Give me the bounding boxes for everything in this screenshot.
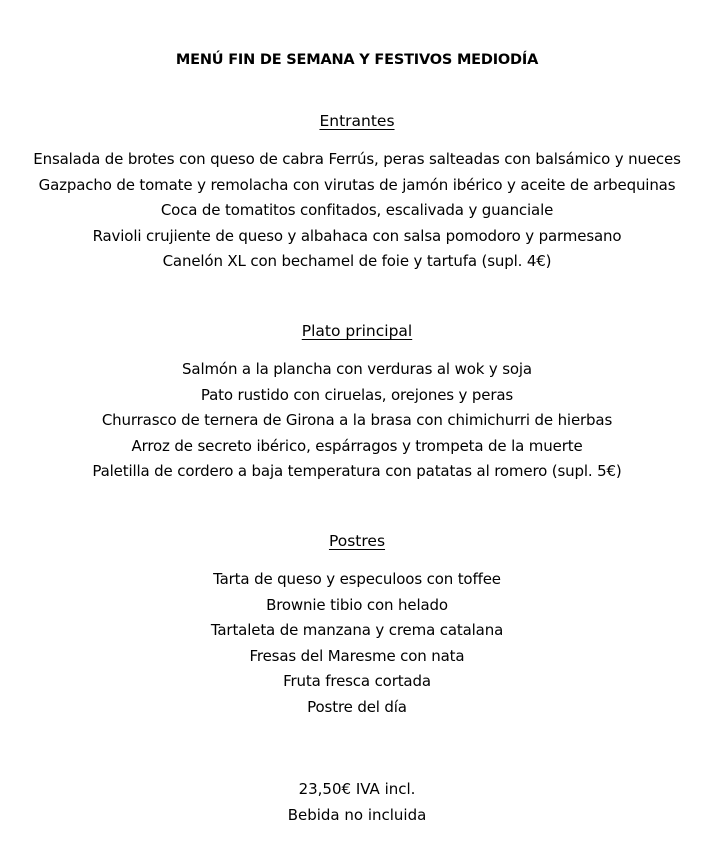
list-item: Tartaleta de manzana y crema catalana bbox=[210, 621, 504, 640]
list-item: Ensalada de brotes con queso de cabra Ferrús, peras salteadas con balsámico y nueces bbox=[33, 150, 681, 168]
section-list-entrantes bbox=[0, 147, 714, 275]
drinks-note: Bebida no incluida bbox=[287, 806, 427, 824]
list-item: Canelón XL con bechamel de foie y tartufa (supl. 4€) bbox=[162, 252, 552, 271]
list-item: Brownie tibio con helado bbox=[266, 595, 448, 614]
list-item: Gazpacho de tomate y remolacha con virutas de jamón ibérico y aceite de arbequinas bbox=[38, 175, 676, 194]
list-item: Paletilla de cordero a baja temperatura con patatas al romero (supl. 5€) bbox=[92, 462, 622, 481]
list-item: Pato rustido con ciruelas, orejones y peras bbox=[200, 385, 514, 404]
section-heading-plato-principal: Plato principal bbox=[301, 322, 413, 340]
menu-title: MENÚ FIN DE SEMANA Y FESTIVOS MEDIODÍA bbox=[175, 52, 539, 68]
list-item: Salmón a la plancha con verduras al wok y soja bbox=[182, 360, 532, 378]
section-heading-entrantes: Entrantes bbox=[319, 112, 395, 130]
list-item: Postre del día bbox=[307, 697, 407, 716]
list-item: Churrasco de ternera de Girona a la brasa con chimichurri de hierbas bbox=[101, 411, 613, 430]
menu-price: 23,50€ IVA incl. bbox=[298, 780, 416, 798]
list-item: Tarta de queso y especuloos con toffee bbox=[213, 570, 501, 588]
list-item: Fresas del Maresme con nata bbox=[249, 646, 465, 665]
list-item: Fruta fresca cortada bbox=[283, 672, 431, 691]
section-heading-postres: Postres bbox=[328, 532, 386, 550]
list-item: Coca de tomatitos confitados, escalivada y guanciale bbox=[160, 201, 554, 220]
section-list-postres bbox=[0, 567, 714, 721]
list-item: Ravioli crujiente de queso y albahaca con salsa pomodoro y parmesano bbox=[92, 226, 622, 245]
section-list-plato-principal bbox=[0, 357, 714, 485]
list-item: Arroz de secreto ibérico, espárragos y trompeta de la muerte bbox=[131, 436, 583, 455]
